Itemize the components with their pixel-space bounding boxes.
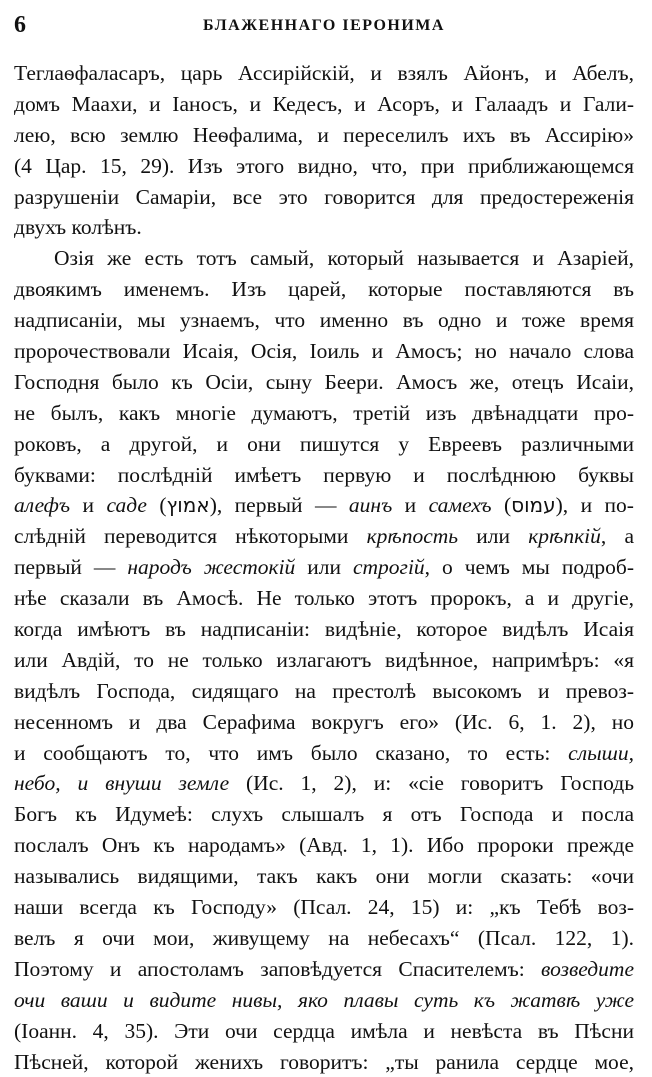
text-line <box>14 120 634 151</box>
text-segment: или <box>295 555 353 579</box>
text-line <box>14 830 634 861</box>
text-segment: ), первый — <box>210 493 349 517</box>
text-line <box>14 336 634 367</box>
text-segment: Богъ къ Идумеѣ: слухъ слышалъ я отъ Господа и посла <box>14 802 634 826</box>
text-segment: послалъ Онъ къ народамъ» (Авд. 1, 1). Ибо пророки прежде <box>14 833 634 857</box>
text-segment: (4 Цар. 15, 29). Изъ этого видно, что, при приближающемся <box>14 154 634 178</box>
text-segment: Теглаѳфаласаръ, царь Ассирійскій, и взялъ Айонъ, и Абелъ, <box>14 61 634 85</box>
text-line <box>14 274 634 305</box>
text-segment: ), и по- <box>556 493 634 517</box>
body-text <box>14 58 634 1077</box>
text-segment: (Іоанн. 4, 35). Эти очи сердца имѣла и невѣста въ Пѣсни <box>14 1019 634 1043</box>
italic-text: небо, и внуши земле <box>14 771 229 795</box>
text-segment: и <box>392 493 428 517</box>
text-segment: пророчествовали Исаія, Осія, Іоиль и Амосъ; но начало слова <box>14 339 634 363</box>
text-line <box>14 923 634 954</box>
italic-text: аинъ <box>349 493 392 517</box>
text-line <box>14 58 634 89</box>
text-line <box>14 768 634 799</box>
hebrew-word: אמוץ <box>166 493 209 517</box>
running-title: БЛАЖЕННАГО ІЕРОНИМА <box>14 17 634 35</box>
text-segment: или Авдій, то не только излагаютъ видѣнное, напримѣръ: «я <box>14 648 634 672</box>
text-line <box>14 429 634 460</box>
text-segment: велъ я очи мои, живущему на небесахъ“ (Псал. 122, 1). <box>14 926 634 950</box>
italic-text: самехъ <box>429 493 492 517</box>
text-line <box>14 212 634 243</box>
text-segment: или <box>458 524 528 548</box>
text-segment: не былъ, какъ многіе думаютъ, третій изъ двѣнадцати про- <box>14 401 634 425</box>
text-line <box>14 583 634 614</box>
italic-text: возведите <box>541 957 634 981</box>
text-segment: первый — <box>14 555 127 579</box>
text-segment: , а <box>601 524 634 548</box>
text-segment: домъ Маахи, и Іаносъ, и Кедесъ, и Асоръ, и Галаадъ и Гали- <box>14 92 634 116</box>
text-segment: (Ис. 1, 2), и: «сіе говоритъ Господь <box>229 771 634 795</box>
text-line <box>14 460 634 491</box>
italic-text: слыши, <box>568 741 634 765</box>
text-line <box>14 151 634 182</box>
text-line <box>14 799 634 830</box>
text-segment: двоякимъ именемъ. Изъ царей, которые поставляются въ <box>14 277 634 301</box>
hebrew-word: עמוס <box>511 493 556 517</box>
text-segment: Озія же есть тотъ самый, который называется и Азаріей, <box>54 246 634 270</box>
text-segment: разрушеніи Самаріи, все это говорится для предостереженія <box>14 185 634 209</box>
italic-text: строгій <box>353 555 425 579</box>
text-line <box>14 552 634 583</box>
text-segment: надписаніи, мы узнаемъ, что именно въ одно и тоже время <box>14 308 634 332</box>
text-segment: назывались видящими, такъ какъ они могли сказать: «очи <box>14 864 634 888</box>
italic-text: саде <box>106 493 146 517</box>
text-segment: буквами: послѣдній имѣетъ первую и послѣднюю буквы <box>14 463 634 487</box>
text-line <box>14 367 634 398</box>
italic-text: алефъ <box>14 493 70 517</box>
italic-text: крѣпость <box>367 524 459 548</box>
italic-text: очи ваши и видите нивы, яко плавы суть къ жатвѣ уже <box>14 988 634 1012</box>
text-line <box>14 305 634 336</box>
text-segment: ( <box>492 493 512 517</box>
text-segment: лею, всю землю Неѳфалима, и переселилъ ихъ въ Ассирію» <box>14 123 634 147</box>
page-header <box>14 12 634 42</box>
text-line <box>14 182 634 213</box>
text-segment: двухъ колѣнъ. <box>14 215 142 239</box>
text-segment: нѣе сказали въ Амосѣ. Не только этотъ пророкъ, а и другіе, <box>14 586 634 610</box>
text-line <box>14 738 634 769</box>
text-segment: ( <box>147 493 167 517</box>
text-segment: и сообщаютъ то, что имъ было сказано, то есть: <box>14 741 568 765</box>
text-line <box>14 985 634 1016</box>
text-segment: Пѣсней, которой женихъ говоритъ: „ты ранила сердце мое, <box>14 1050 634 1074</box>
text-segment: видѣлъ Господа, сидящаго на престолѣ высокомъ и превоз- <box>14 679 634 703</box>
text-line <box>14 676 634 707</box>
text-segment: слѣдній переводится нѣкоторыми <box>14 524 367 548</box>
text-line <box>14 490 634 521</box>
text-line <box>14 892 634 923</box>
text-line <box>14 243 634 274</box>
text-line <box>14 861 634 892</box>
text-line <box>14 398 634 429</box>
text-segment: Господня было къ Осіи, сыну Беери. Амосъ же, отецъ Исаіи, <box>14 370 634 394</box>
italic-text: народъ жестокій <box>127 555 295 579</box>
page-number: 6 <box>14 12 26 39</box>
text-line <box>14 1047 634 1077</box>
text-segment: наши всегда къ Господу» (Псал. 24, 15) и: „къ Тебѣ воз- <box>14 895 634 919</box>
text-line <box>14 645 634 676</box>
text-segment: несенномъ и два Серафима вокругъ его» (Ис. 6, 1. 2), но <box>14 710 634 734</box>
text-segment: и <box>70 493 106 517</box>
text-line <box>14 614 634 645</box>
text-line <box>14 707 634 738</box>
text-line <box>14 954 634 985</box>
italic-text: крѣпкій <box>528 524 601 548</box>
text-segment: Поэтому и апостоламъ заповѣдуется Спасителемъ: <box>14 957 541 981</box>
text-segment: роковъ, а другой, и они пишутся у Евреевъ различными <box>14 432 634 456</box>
text-segment: , о чемъ мы подроб- <box>425 555 634 579</box>
text-line <box>14 521 634 552</box>
text-segment: когда имѣютъ въ надписаніи: видѣніе, которое видѣлъ Исаія <box>14 617 634 641</box>
text-line <box>14 89 634 120</box>
text-line <box>14 1016 634 1047</box>
